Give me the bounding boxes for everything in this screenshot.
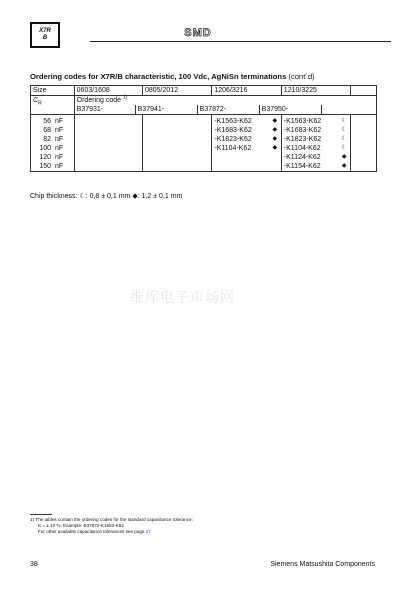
empty-header-cell <box>351 86 377 96</box>
order-code: -K1823-K62 <box>214 136 252 143</box>
thickness-symbol: ◆ <box>272 136 278 142</box>
thickness-symbol: ☾ <box>341 145 347 151</box>
cr-value: 100 <box>39 145 51 152</box>
cr-symbol: C <box>33 97 39 104</box>
thickness-symbol: ☾ <box>341 136 347 142</box>
codes-1210-cell <box>281 115 350 172</box>
order-code: -K1104-K62 <box>214 145 252 152</box>
footnote-line-3-text: For other available capacitance tolerances see page <box>38 529 145 534</box>
order-code: -K1683-K62 <box>214 127 252 134</box>
smd-logo: SMD <box>184 27 212 39</box>
badge-line-2: B <box>42 35 48 41</box>
thickness-symbol: ◆ <box>272 118 278 124</box>
size-label: Size <box>31 86 75 96</box>
codes-1206-cell <box>212 115 281 172</box>
page-link[interactable]: 27 <box>145 529 151 534</box>
ordering-code-label <box>75 96 376 105</box>
ordering-code-header <box>74 96 376 115</box>
order-code: -K1563-K62 <box>283 118 322 125</box>
ordering-codes-table <box>30 85 377 172</box>
order-code: -K1104-K62 <box>283 145 321 152</box>
order-code: -K1823-K62 <box>283 136 322 143</box>
size-1210: 1210/3225 <box>281 86 350 96</box>
cr-unit: nF <box>55 136 64 143</box>
prefix-row <box>75 105 376 114</box>
empty-data-cell <box>351 115 377 172</box>
cr-subscript: R <box>38 100 42 107</box>
cr-unit: nF <box>55 163 64 170</box>
data-row <box>31 115 377 172</box>
order-code: -K1563-K62 <box>214 118 252 125</box>
cr-unit: nF <box>55 145 64 152</box>
cr-value: 68 <box>43 127 51 134</box>
prefix-0603: B37931- <box>76 106 104 113</box>
prefix-1206: B37872- <box>197 105 259 114</box>
prefix-1210: B37950- <box>259 105 321 114</box>
table-title-suffix: (cont´d) <box>288 72 315 81</box>
table-title <box>30 72 392 81</box>
cr-values-cell <box>31 115 75 172</box>
footnote-divider <box>30 514 52 515</box>
size-header-row <box>31 86 377 96</box>
ordering-code-text: Ordering code <box>76 97 122 104</box>
cr-unit: nF <box>55 118 64 125</box>
cr-unit: nF <box>55 127 64 134</box>
footnote <box>30 517 193 535</box>
footnote-line-2: K = ± 10 %. Example: B37872-K1563-K62 <box>38 523 124 528</box>
header-divider <box>90 41 391 42</box>
footnote-ref: 1) <box>122 94 128 101</box>
cr-unit: nF <box>55 154 64 161</box>
cr-label <box>31 96 75 115</box>
code-header-row <box>31 96 377 115</box>
prefix-0805: B37941- <box>135 105 197 114</box>
thickness-symbol: ☾ <box>341 118 347 124</box>
codes-0603-cell <box>74 115 142 172</box>
size-1206: 1206/3216 <box>212 86 281 96</box>
table-title-main: Ordering codes for X7R/B characteristic, 100 Vdc, AgNiSn terminations <box>30 72 287 81</box>
thickness-symbol: ◆ <box>341 163 347 169</box>
cr-value: 56 <box>43 118 51 125</box>
order-code: -K1154-K62 <box>283 163 321 170</box>
chip-thickness-note: Chip thickness: ☾: 0,8 ± 0,1 mm ◆: 1,2 ± 0,1 mm <box>30 193 183 200</box>
cr-value: 82 <box>43 136 51 143</box>
publisher-name: Siemens Matsushita Components <box>270 561 375 568</box>
size-0805: 0805/2012 <box>142 86 211 96</box>
order-code: -K1124-K62 <box>283 154 321 161</box>
codes-0805-cell <box>142 115 211 172</box>
order-code: -K1683-K62 <box>283 127 322 134</box>
cr-value: 150 <box>39 163 51 170</box>
footnote-line-3 <box>30 529 193 535</box>
size-0603: 0603/1608 <box>74 86 142 96</box>
watermark: 维库电子市场网 <box>130 289 235 305</box>
product-badge <box>30 22 60 48</box>
thickness-symbol: ◆ <box>272 127 278 133</box>
footnote-line-1: 1) The tables contain the ordering codes for the standard capacitance tolerance: <box>30 517 193 522</box>
thickness-symbol: ☾ <box>341 127 347 133</box>
badge-line-1: X7R <box>39 28 51 34</box>
cr-value: 120 <box>39 154 51 161</box>
thickness-symbol: ◆ <box>272 145 278 151</box>
prefix-empty <box>321 105 376 114</box>
page-number: 38 <box>30 561 38 568</box>
thickness-symbol: ◆ <box>341 154 347 160</box>
